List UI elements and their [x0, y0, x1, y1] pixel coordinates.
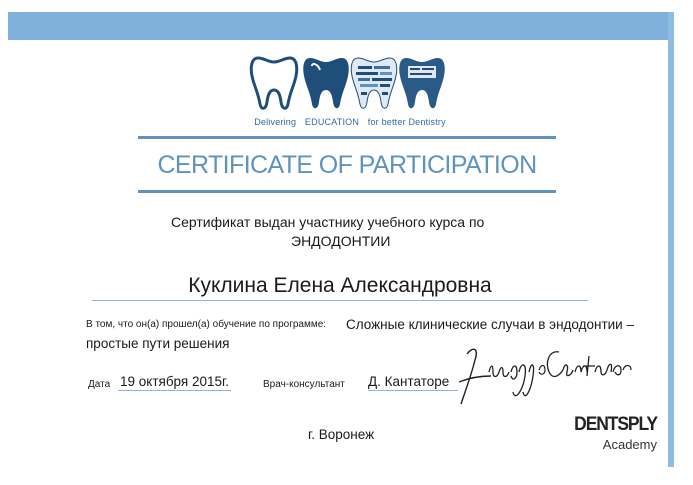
tooth-crown-icon: [399, 58, 445, 108]
course-name: ЭНДОДОНТИИ: [291, 233, 391, 249]
issued-statement: Сертификат выдан участнику учебного курса по: [171, 214, 485, 230]
date-value: 19 октября 2015г.: [120, 374, 230, 389]
certificate-title: CERTIFICATE OF PARTICIPATION: [157, 151, 537, 179]
tooth-wordcloud-icon: [351, 58, 397, 108]
tooth-solid-icon: [303, 58, 349, 108]
program-title-line2: простые пути решения: [86, 336, 230, 351]
top-decorative-band: [8, 12, 674, 40]
participant-name: Куклина Елена Александровна: [188, 274, 492, 297]
signature-icon: [455, 342, 635, 412]
tagline: [240, 117, 460, 127]
right-decorative-band: [668, 12, 674, 467]
title-rule-bottom: [138, 190, 556, 193]
program-title-line1: Сложные клинические случаи в эндодонтии –: [346, 317, 634, 332]
title-rule-top: [138, 136, 556, 139]
consultant-name: Д. Кантаторе: [368, 374, 458, 391]
name-underline: [92, 300, 588, 301]
brand-subtitle: Academy: [602, 437, 657, 452]
tagline-part: EDUCATION: [304, 117, 360, 127]
tagline-part: Delivering: [254, 117, 297, 127]
consultant-label: Врач-консультант: [263, 379, 345, 390]
dentsply-logo: [557, 414, 657, 452]
date-label: Дата: [88, 379, 111, 390]
tooth-outline-icon: [251, 58, 297, 108]
city: г. Воронеж: [308, 427, 375, 442]
brand-name: DENTSPLY: [574, 414, 657, 435]
teeth-logo-icon: [248, 52, 448, 114]
tagline-part: for better Dentistry: [367, 117, 446, 127]
program-label: В том, что он(а) прошел(а) обучение по программе:: [86, 319, 327, 330]
